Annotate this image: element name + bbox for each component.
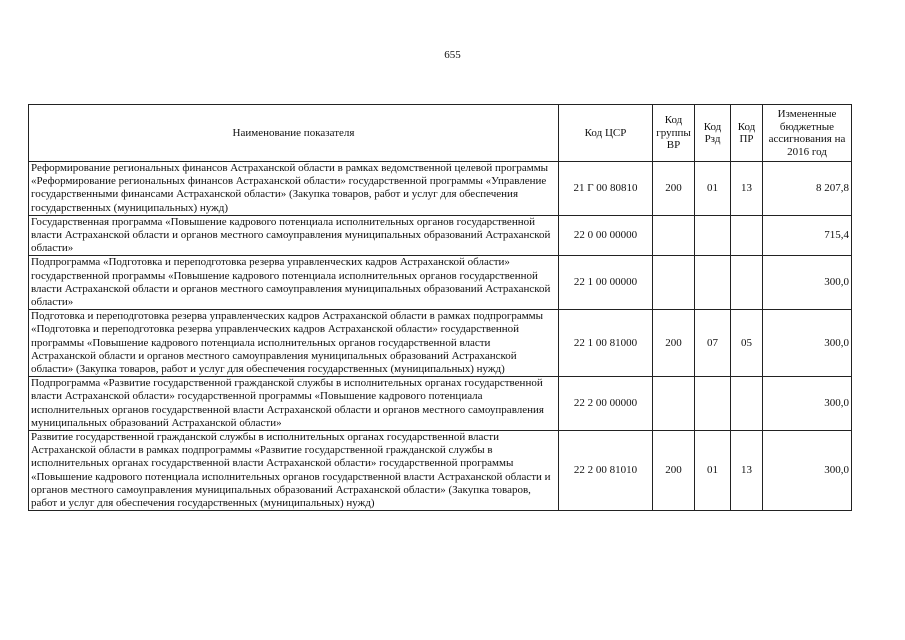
row-pr [731, 377, 763, 431]
table-row [29, 310, 852, 377]
row-name: Подпрограмма «Подготовка и переподготовка резерва управленческих кадров Астраханской области» государственной программы «Повышение кадрового потенциала исполнительных органов государственной власти Астраханской области и органов местного самоуправления муниципальных образований Астраханской области» [29, 256, 559, 310]
table-row [29, 256, 852, 310]
row-csr: 22 0 00 00000 [559, 215, 653, 256]
row-rzd [695, 215, 731, 256]
header-csr: Код ЦСР [559, 105, 653, 162]
header-name: Наименование показателя [29, 105, 559, 162]
row-pr [731, 256, 763, 310]
budget-table [28, 104, 852, 511]
row-vr: 200 [653, 310, 695, 377]
row-amount: 300,0 [763, 310, 852, 377]
row-vr [653, 377, 695, 431]
row-csr: 22 1 00 81000 [559, 310, 653, 377]
table-row [29, 215, 852, 256]
row-name: Подготовка и переподготовка резерва управленческих кадров Астраханской области в рамках подпрограммы «Подготовка и переподготовка резерва управленческих кадров Астраханской области» государственной программы «Повышение кадрового потенциала исполнительных органов государственной власти Астраханской области и органов местного самоуправления муниципальных образований Астраханской области» (Закупка товаров, работ и услуг для обеспечения государственных (муниципальных) нужд) [29, 310, 559, 377]
row-amount: 8 207,8 [763, 162, 852, 216]
row-rzd: 01 [695, 162, 731, 216]
row-name: Государственная программа «Повышение кадрового потенциала исполнительных органов государственной власти Астраханской области и органов местного самоуправления муниципальных образований Астраханской области» [29, 215, 559, 256]
row-csr: 22 1 00 00000 [559, 256, 653, 310]
row-csr: 21 Г 00 80810 [559, 162, 653, 216]
table-row [29, 431, 852, 511]
row-amount: 300,0 [763, 377, 852, 431]
row-vr [653, 256, 695, 310]
row-csr: 22 2 00 81010 [559, 431, 653, 511]
row-vr [653, 215, 695, 256]
header-rzd: Код Рзд [695, 105, 731, 162]
table-header-row [29, 105, 852, 162]
header-pr: Код ПР [731, 105, 763, 162]
row-vr: 200 [653, 162, 695, 216]
row-pr: 05 [731, 310, 763, 377]
row-name: Подпрограмма «Развитие государственной гражданской службы в исполнительных органах государственной власти Астраханской области» государственной программы «Повышение кадрового потенциала исполнительных органов государственной власти Астраханской области и органов местного самоуправления муниципальных образований Астраханской области» [29, 377, 559, 431]
row-pr: 13 [731, 431, 763, 511]
row-amount: 300,0 [763, 256, 852, 310]
header-vr: Код группы ВР [653, 105, 695, 162]
row-csr: 22 2 00 00000 [559, 377, 653, 431]
table-row [29, 377, 852, 431]
row-rzd: 01 [695, 431, 731, 511]
row-rzd [695, 256, 731, 310]
page-number: 655 [444, 49, 461, 61]
header-amount: Измененные бюджетные ассигнования на 2016 год [763, 105, 852, 162]
row-name: Реформирование региональных финансов Астраханской области в рамках ведомственной целевой программы «Реформирование региональных финансов Астраханской области» государственной программы «Управление государственными финансами Астраханской области» (Закупка товаров, работ и услуг для обеспечения государственных (муниципальных) нужд) [29, 162, 559, 216]
table-row [29, 162, 852, 216]
row-amount: 715,4 [763, 215, 852, 256]
row-name: Развитие государственной гражданской службы в исполнительных органах государственной власти Астраханской области в рамках подпрограммы «Развитие государственной гражданской службы в исполнительных органах государственной власти Астраханской области» государственной программы «Повышение кадрового потенциала исполнительных органов государственной власти Астраханской области и органов местного самоуправления муниципальных образований Астраханской области» (Закупка товаров, работ и услуг для обеспечения государственных (муниципальных) нужд) [29, 431, 559, 511]
row-pr: 13 [731, 162, 763, 216]
row-vr: 200 [653, 431, 695, 511]
row-rzd: 07 [695, 310, 731, 377]
row-pr [731, 215, 763, 256]
row-amount: 300,0 [763, 431, 852, 511]
row-rzd [695, 377, 731, 431]
